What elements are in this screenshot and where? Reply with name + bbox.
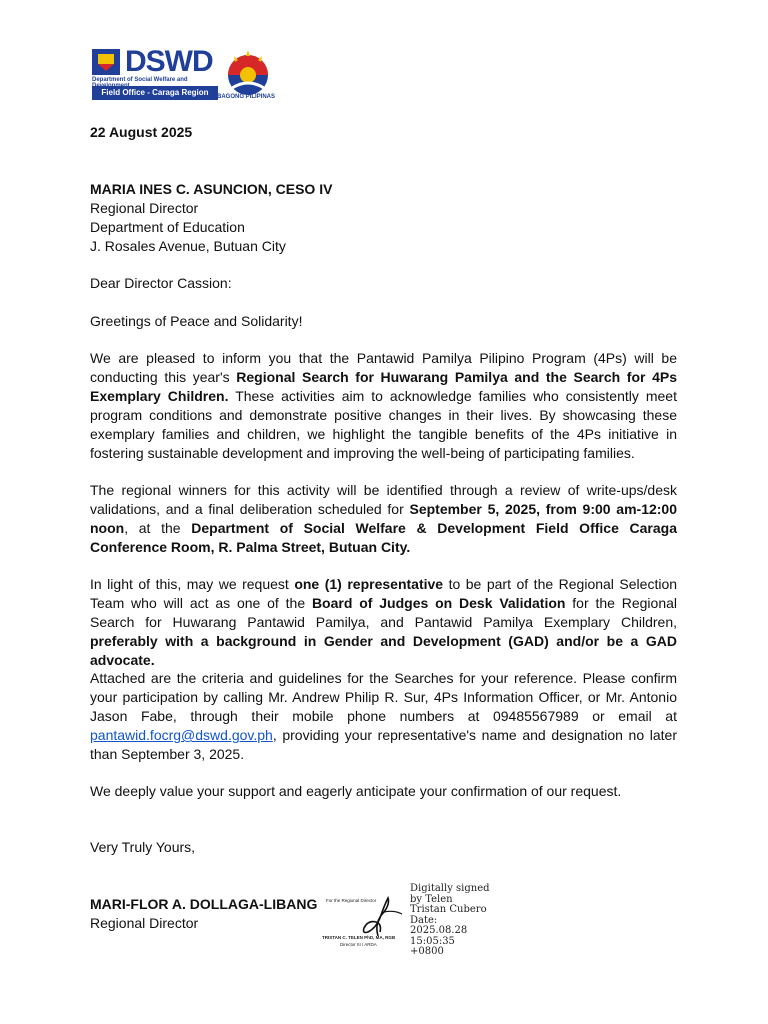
- signatory-title: Regional Director: [90, 915, 199, 931]
- digital-signature-stamp: Digitally signed by Telen Tristan Cubero Date: 2025.08.28 15:05:35 +0800: [410, 883, 490, 957]
- handwritten-signature-icon: [350, 892, 410, 940]
- dswd-emblem-icon: [92, 49, 120, 75]
- signatory-name: MARI-FLOR A. DOLLAGA-LIBANG: [90, 896, 318, 912]
- letter-date: 22 August 2025: [90, 124, 193, 140]
- digital-signer-name: TRISTAN C. TELEN PhD, MA, RGB: [322, 935, 396, 940]
- paragraph-3: In light of this, may we request one (1) representative to be part of the Regional Selection Team who will act as one of the Board of Judges on Desk Validation for the Regional Search for Huwarang Pantawid Pamilya, and Pantawid Pamilya Exemplary Children, preferably with a background in Gender and Development (GAD) and/or be a GAD advocate.: [90, 576, 678, 668]
- greeting: Greetings of Peace and Solidarity!: [90, 313, 303, 329]
- bagong-pilipinas-label: BAGONG PILIPINAS: [217, 94, 276, 100]
- recipient-office: Department of Education: [90, 219, 245, 235]
- dswd-logo: [92, 45, 276, 104]
- paragraph-5: We deeply value your support and eagerly anticipate your confirmation of our request.: [90, 783, 622, 799]
- agency-full-name: Department of Social Welfare and: [92, 77, 188, 83]
- field-office-label: Field Office - Caraga Region: [92, 86, 218, 100]
- paragraph-1: We are pleased to inform you that the Pantawid Pamilya Pilipino Program (4Ps) will be conducting this year's Regional Search for Huwarang Pamilya and the Search for 4Ps Exemplary Children. These activities aim to acknowledge families who consistently meet program conditions and demonstrate positive changes in their lives. By showcasing these exemplary families and children, we highlight the tangible benefits of the 4Ps initiative in fostering sustainable development and improving the well-being of participating families.: [90, 350, 677, 461]
- closing: Very Truly Yours,: [90, 839, 196, 855]
- bagong-pilipinas-logo-icon: [222, 48, 274, 96]
- paragraph-2: The regional winners for this activity will be identified through a review of write-ups/desk validations, and a final deliberation scheduled for September 5, 2025, from 9:00 am-12:00 noon, at the Department of Social Welfare & Development Field Office Caraga Conference Room, R. Palma Street, Butuan City.: [90, 482, 677, 555]
- recipient-address: J. Rosales Avenue, Butuan City: [90, 238, 286, 254]
- agency-acronym: DSWD: [125, 45, 213, 78]
- email-link[interactable]: pantawid.focrg@dswd.gov.ph: [90, 727, 273, 743]
- recipient-name: MARIA INES C. ASUNCION, CESO IV: [90, 181, 333, 197]
- for-regional-director-label: For the Regional Director: [326, 898, 377, 903]
- digital-signer-title: Director III / ARDA: [340, 942, 377, 947]
- paragraph-4: Attached are the criteria and guidelines for the Searches for your reference. Please confirm your participation by calling Mr. Andrew Philip R. Sur, 4Ps Information Officer, or Mr. Antonio Jason Fabe, through their mobile phone numbers at 09485567989 or email at pantawid.focrg@dswd.gov.ph, providing your representative's name and designation no later than September 3, 2025.: [90, 670, 677, 762]
- salutation: Dear Director Cassion:: [90, 275, 232, 291]
- recipient-title: Regional Director: [90, 200, 199, 216]
